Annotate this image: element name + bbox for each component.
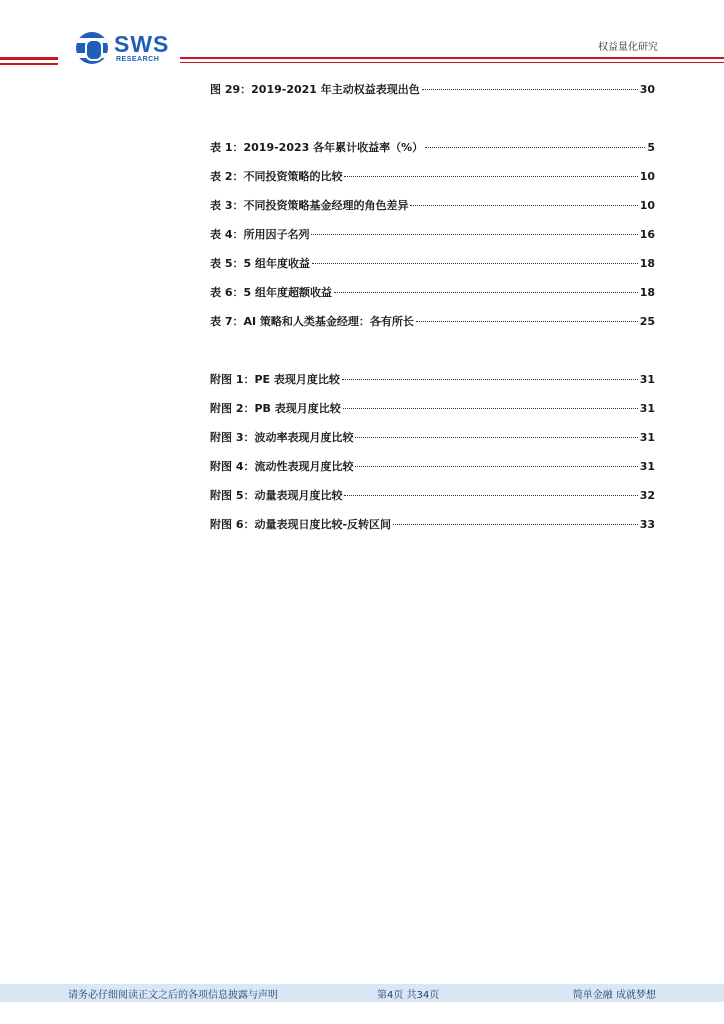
toc-entry[interactable] [210,428,655,457]
toc-entry-page: 31 [639,460,655,473]
toc-entry-page: 18 [639,286,655,299]
logo-subtext: RESEARCH [116,56,160,63]
toc-entry[interactable] [210,399,655,428]
header-rule [180,62,724,63]
toc-entry[interactable] [210,254,655,283]
toc-entry-page: 10 [639,199,655,212]
header-rule [0,63,58,65]
sws-logo [76,32,196,66]
page-footer [0,984,724,1002]
toc-entry-label: 附图 4：流动性表现月度比较 [210,460,354,473]
toc-leader [416,321,638,322]
toc-entry[interactable] [210,370,655,399]
toc-entry[interactable] [210,486,655,515]
footer-page-info: 第4页 共34页 [377,990,440,1001]
toc-leader [355,437,637,438]
toc-entry-page: 30 [639,83,655,96]
toc-figures [210,80,655,109]
toc-entry-page: 31 [639,431,655,444]
toc-entry-label: 表 2：不同投资策略的比较 [210,170,343,183]
toc-entry[interactable] [210,312,655,341]
toc-leader [355,466,637,467]
toc-entry-page: 5 [647,141,655,154]
toc-leader [393,524,638,525]
toc-entry-page: 31 [639,373,655,386]
toc-entry-label: 附图 6：动量表现日度比较-反转区间 [210,518,392,531]
toc-leader [425,147,645,148]
toc-entry-page: 16 [639,228,655,241]
toc-leader [312,263,638,264]
toc-leader [410,205,637,206]
toc-entry-label: 表 3：不同投资策略基金经理的角色差异 [210,199,409,212]
toc-entry-page: 18 [639,257,655,270]
toc-entry[interactable] [210,196,655,225]
toc-tables [210,138,655,341]
header-rule [0,57,58,60]
toc-entry-label: 表 5：5 组年度收益 [210,257,310,270]
toc-entry-label: 图 29：2019-2021 年主动权益表现出色 [210,83,420,96]
toc-entry[interactable] [210,138,655,167]
toc-leader [311,234,637,235]
toc-entry-label: 表 7：AI 策略和人类基金经理：各有所长 [210,315,414,328]
logo-text: SWS [114,31,170,57]
toc-entry-page: 33 [639,518,655,531]
table-of-contents [210,80,655,544]
toc-entry-page: 31 [639,402,655,415]
toc-leader [344,176,637,177]
toc-entry[interactable] [210,167,655,196]
toc-entry-label: 附图 5：动量表现月度比较 [210,489,343,502]
toc-entry-page: 10 [639,170,655,183]
toc-entry-label: 附图 1：PE 表现月度比较 [210,373,340,386]
toc-entry[interactable] [210,225,655,254]
toc-leader [342,379,638,380]
toc-entry-label: 表 4：所用因子名列 [210,228,310,241]
toc-entry[interactable] [210,80,655,109]
toc-leader [334,292,638,293]
sws-logo-icon [76,32,108,64]
toc-entry-label: 附图 3：波动率表现月度比较 [210,431,354,444]
report-section-title: 权益量化研究 [598,42,658,53]
toc-entry-label: 附图 2：PB 表现月度比较 [210,402,341,415]
footer-slogan: 简单金融 成就梦想 [572,990,656,1001]
toc-leader [422,89,638,90]
toc-entry[interactable] [210,283,655,312]
toc-appendix [210,370,655,544]
toc-leader [343,408,638,409]
footer-disclaimer: 请务必仔细阅读正文之后的各项信息披露与声明 [68,990,278,1001]
toc-entry[interactable] [210,457,655,486]
toc-entry-label: 表 1：2019-2023 各年累计收益率（%） [210,141,424,154]
toc-entry-label: 表 6：5 组年度超额收益 [210,286,332,299]
toc-entry-page: 32 [639,489,655,502]
toc-leader [344,495,637,496]
toc-entry-page: 25 [639,315,655,328]
header-rule [180,57,724,59]
toc-entry[interactable] [210,515,655,544]
